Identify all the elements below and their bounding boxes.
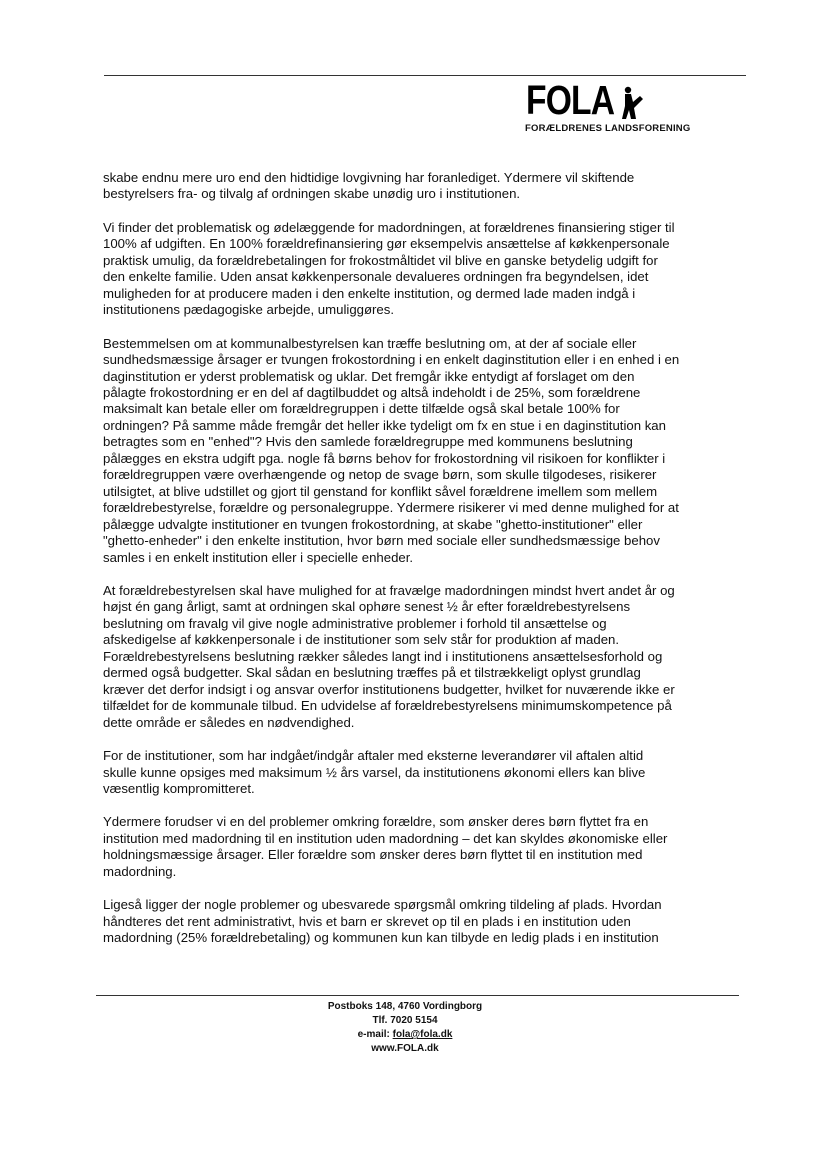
text-line: praktisk umulig, da forældrebetalingen for frokostmåltidet vil blive en ganske betydelig udgift for bbox=[103, 252, 658, 268]
paragraph bbox=[103, 748, 743, 797]
text-line: Bestemmelsen om at kommunalbestyrelsen kan træffe beslutning om, at der af sociale eller bbox=[103, 335, 637, 351]
text-line: institutionens pædagogiske arbejde, umuliggøres. bbox=[103, 302, 395, 318]
text-line: dermed også budgetter. Skal sådan en beslutning træffes på et tilstrækkeligt oplyst grundlag bbox=[103, 665, 641, 681]
text-line: maksimalt kan betale eller om forældregruppen i dette tilfælde også skal betale 100% for bbox=[103, 401, 620, 417]
text-line: madordning (25% forældrebetaling) og kommunen kun kan tilbyde en ledig plads i en institution bbox=[103, 930, 659, 946]
footer-phone: Tlf. 7020 5154 bbox=[372, 1015, 438, 1026]
text-line: pålægges en ekstra udgift pga. nogle få børns behov for frokostordning vil risikoen for konflikter i bbox=[103, 450, 666, 466]
text-line: For de institutioner, som har indgået/indgår aftaler med eksterne leverandører vil aftalen altid bbox=[103, 748, 644, 764]
text-line: sundhedsmæssige årsager er tvungen frokostordning i en enkelt daginstitution eller i en enhed i en bbox=[103, 352, 680, 368]
text-line: Forældrebestyrelsens beslutning rækker således langt ind i institutionens ansættelsesforhold og bbox=[103, 648, 663, 664]
text-line: forældregruppen være overhængende og netop de svage børn, som skulle tilgodeses, risikerer bbox=[103, 467, 657, 483]
footer-email-label: e-mail: bbox=[357, 1029, 393, 1040]
paragraph bbox=[103, 814, 743, 880]
text-line: holdningsmæssige årsager. Eller forældre som ønsker deres børn flyttet til en institution med bbox=[103, 847, 643, 863]
paragraph bbox=[103, 220, 743, 319]
paragraph bbox=[103, 336, 743, 566]
text-line: betragtes som en "enhed"? Hvis den samlede forældregruppe med kommunens beslutning bbox=[103, 434, 633, 450]
text-line: dette område er således en nødvendighed. bbox=[103, 714, 355, 730]
text-line: væsentlig kompromitteret. bbox=[103, 780, 255, 796]
text-line: Ligeså ligger der nogle problemer og ubesvarede spørgsmål omkring tildeling af plads. Hvordan bbox=[103, 897, 662, 913]
text-line: bestyrelsers fra- og tilvalg af ordningen skabe unødig uro i institutionen. bbox=[103, 186, 521, 202]
text-line: utilsigtet, at blive udstillet og gjort til genstand for konflikt såvel forældrene imellem som mellem bbox=[103, 483, 658, 499]
footer-website[interactable]: www.FOLA.dk bbox=[371, 1043, 439, 1054]
logo-subtitle: FORÆLDRENES LANDSFORENING bbox=[525, 123, 691, 134]
footer-address: Postboks 148, 4760 Vordingborg bbox=[327, 1001, 483, 1012]
text-line: institution med madordning til en institution uden madordning – det kan skyldes økonomiske eller bbox=[103, 830, 668, 846]
footer-email-link[interactable]: fola@fola.dk bbox=[392, 1029, 453, 1040]
fola-logo bbox=[524, 77, 734, 136]
text-line: "ghetto-enheder" i den enkelte institution, hvor børn med sociale eller sundhedsmæssige behov bbox=[103, 533, 660, 549]
text-line: den enkelte familie. Uden ansat køkkenpersonale devalueres ordningen fra begyndelsen, idet bbox=[103, 269, 649, 285]
megaphone-figure-icon bbox=[622, 86, 644, 120]
header-rule bbox=[104, 75, 746, 76]
text-line: pålagte frokostordning er en del af dagtilbuddet og altså indeholdt i de 25%, som forældrene bbox=[103, 384, 641, 400]
text-line: Vi finder det problematisk og ødelæggende for madordningen, at forældrenes finansiering stiger til bbox=[103, 219, 675, 235]
text-line: ordningen? På samme måde fremgår det heller ikke tydeligt om fx en stue i en daginstitution kan bbox=[103, 417, 666, 433]
text-line: håndteres det rent administrativt, hvis et barn er skrevet op til en plads i en institution uden bbox=[103, 913, 631, 929]
text-line: pålægge udvalgte institutioner en tvungen frokostordning, at skabe "ghetto-institutioner" eller bbox=[103, 516, 643, 532]
paragraph bbox=[103, 897, 743, 946]
letter-body bbox=[103, 170, 743, 964]
text-line: At forældrebestyrelsen skal have mulighed for at fravælge madordningen mindst hvert andet år og bbox=[103, 582, 675, 598]
text-line: 100% af udgiften. En 100% forældrefinansiering gør eksempelvis ansættelse af køkkenpersonale bbox=[103, 236, 670, 252]
paragraph bbox=[103, 170, 743, 203]
paragraph bbox=[103, 583, 743, 731]
text-line: muligheden for at producere maden i den enkelte institution, og dermed lade maden indgå i bbox=[103, 285, 636, 301]
footer bbox=[0, 1000, 826, 1056]
text-line: højst én gang årligt, samt at ordningen skal ophøre senest ½ år efter forældrebestyrelsens bbox=[103, 599, 631, 615]
text-line: beslutning om fravalg vil give nogle administrative problemer i forhold til ansættelse og bbox=[103, 615, 607, 631]
text-line: Ydermere forudser vi en del problemer omkring forældre, som ønsker deres børn flyttet fra en bbox=[103, 814, 649, 830]
text-line: forældrebestyrelse, forældre og personalegruppe. Ydermere risikerer vi med denne mulighed for at bbox=[103, 500, 679, 516]
text-line: skabe endnu mere uro end den hidtidige lovgivning har foranlediget. Ydermere vil skiftende bbox=[103, 170, 635, 185]
text-line: tilfældet for de kommunale tilbud. En udvidelse af forældrebestyrelsens minimumskompetence på bbox=[103, 698, 672, 714]
footer-email-line bbox=[0, 1028, 818, 1042]
text-line: samles i en enkelt institution eller i specielle enheder. bbox=[103, 549, 414, 565]
text-line: skulle kunne opsiges med maksimum ½ års varsel, da institutionens økonomi ellers kan blive bbox=[103, 764, 646, 780]
text-line: madordning. bbox=[103, 863, 177, 879]
text-line: afskedigelse af køkkenpersonale i de institutioner som selv står for produktion af maden. bbox=[103, 632, 620, 648]
text-line: daginstitution er yderst problematisk og uklar. Det fremgår ikke entydigt af forslaget om den bbox=[103, 368, 635, 384]
footer-rule bbox=[96, 995, 739, 996]
logo-wordmark: FOLA bbox=[526, 77, 615, 123]
text-line: kræver det derfor indsigt i og ansvar overfor institutionens budgetter, hvilket for nuværende ikke er bbox=[103, 681, 675, 697]
